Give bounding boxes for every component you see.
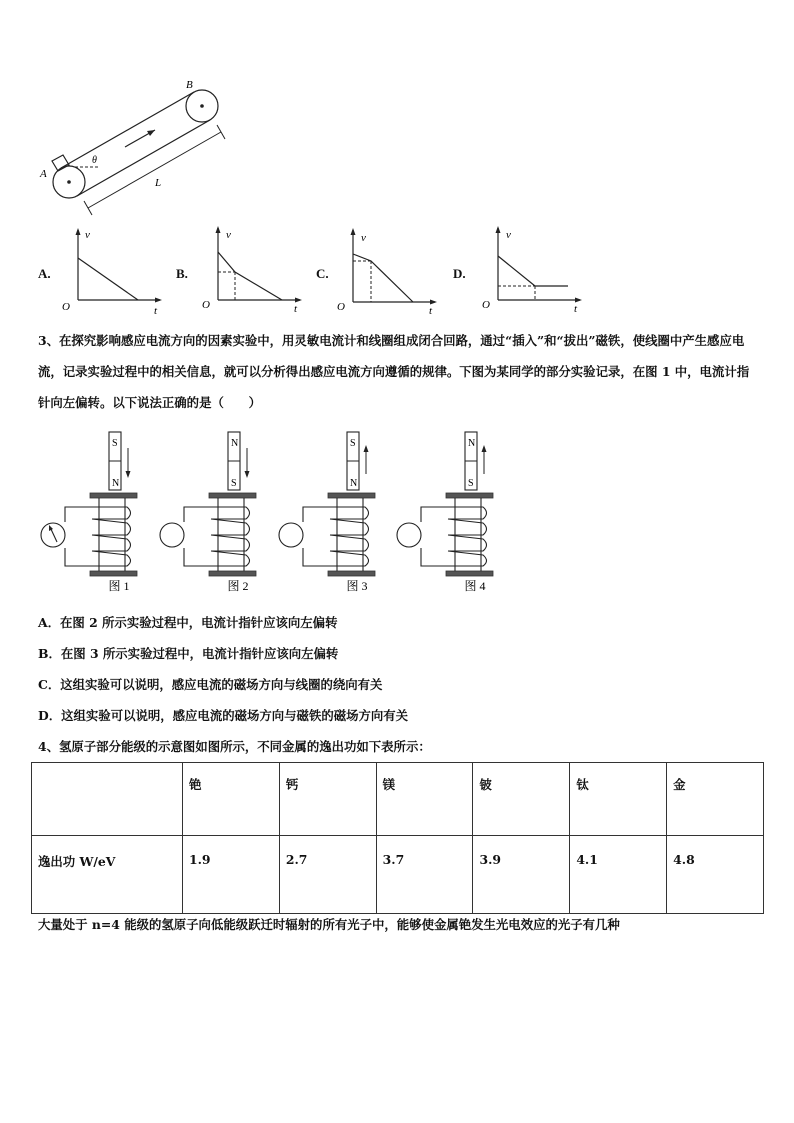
svg-text:t: t [154,305,158,316]
vt-graph-d [478,224,590,316]
table-header-cell: 钛 [570,763,667,836]
table-cell: 3.7 [376,836,473,914]
table-header-cell [32,763,183,836]
coil-figure-1 [38,428,163,600]
svg-text:O: O [202,299,210,311]
figure-caption: 图 2 [227,579,249,593]
coil-winding [446,507,487,566]
table-header-cell: 镁 [376,763,473,836]
figure-caption: 图 3 [346,579,368,593]
coil-winding [209,507,250,566]
table-cell: 3.9 [473,836,570,914]
table-cell: 2.7 [279,836,376,914]
coil-figures [0,428,794,600]
magnet-top-pole: S [112,438,118,449]
table-cell: 4.8 [667,836,764,914]
magnet-bottom-pole: N [112,478,120,489]
q3-option-a: A．在图 2 所示实验过程中，电流计指针应该向左偏转 [38,615,338,630]
figure-caption: 图 1 [108,579,130,593]
svg-text:v: v [506,229,511,241]
label-a: A [40,168,47,180]
magnet-top-pole: N [468,438,476,449]
svg-text:O: O [337,301,345,313]
magnet-bottom-pole: S [468,478,474,489]
magnet-top-pole: N [231,438,239,449]
label-theta: θ [92,155,97,166]
graph-option-b-label: B. [176,266,188,281]
label-l: L [155,177,162,189]
graph-option-c-label: C. [316,266,329,281]
q4-question: 大量处于 n=4 能级的氢原子向低能级跃迁时辐射的所有光子中，能够使金属铯发生光电效应的光子有几种 [38,917,620,932]
vt-graph-c [333,226,443,318]
svg-text:t: t [574,303,578,315]
table-row [32,836,764,914]
table-header-row [32,763,764,836]
table-header-cell: 金 [667,763,764,836]
label-b: B [186,79,193,91]
coil-figure-4 [394,428,519,600]
graph-option-d-label: D. [453,266,466,281]
magnet-bottom-pole: S [231,478,237,489]
table-cell: 1.9 [183,836,280,914]
table-row-label: 逸出功 W/eV [32,836,183,914]
coil-figure-3 [276,428,401,600]
work-function-table [31,762,764,914]
magnet-top-pole: S [350,438,356,449]
galvanometer [160,523,184,547]
coil-figure-2 [157,428,282,600]
figure-caption: 图 4 [464,579,486,593]
galvanometer [397,523,421,547]
q3-option-d: D．这组实验可以说明，感应电流的磁场方向与磁铁的磁场方向有关 [38,708,409,723]
galvanometer [41,523,65,547]
magnet-bottom-pole: N [350,478,358,489]
q3-option-b: B．在图 3 所示实验过程中，电流计指针应该向左偏转 [38,646,339,661]
vt-graph-a [58,224,168,316]
svg-text:O: O [482,299,490,311]
table-header-cell: 铯 [183,763,280,836]
table-header-cell: 钙 [279,763,376,836]
table-cell: 4.1 [570,836,667,914]
svg-text:O: O [62,301,70,313]
svg-text:v: v [226,229,231,241]
svg-text:v: v [361,232,366,244]
galvanometer [279,523,303,547]
q3-option-c: C．这组实验可以说明，感应电流的磁场方向与线圈的绕向有关 [38,677,383,692]
table-header-cell: 铍 [473,763,570,836]
q3-stem: 3、在探究影响感应电流方向的因素实验中，用灵敏电流计和线圈组成闭合回路，通过“插入”和“拔出”磁铁，使线圈中产生感应电流，记录实验过程中的相关信息，就可以分析得出感应电流方向遵循的规律。下图为某同学的部分实验记录，在图 1 中，电流计指针向左偏转。以下说法正确的是（ ） [38,333,750,410]
svg-text:t: t [294,303,298,315]
conveyor-belt-figure [30,70,240,220]
svg-text:v: v [85,229,90,241]
vt-graph-b [198,224,308,316]
graph-option-a-label: A. [38,266,51,281]
coil-winding [90,507,131,566]
q4-stem: 4、氢原子部分能级的示意图如图所示，不同金属的逸出功如下表所示： [38,739,431,754]
coil-winding [328,507,369,566]
svg-text:t: t [429,305,433,317]
